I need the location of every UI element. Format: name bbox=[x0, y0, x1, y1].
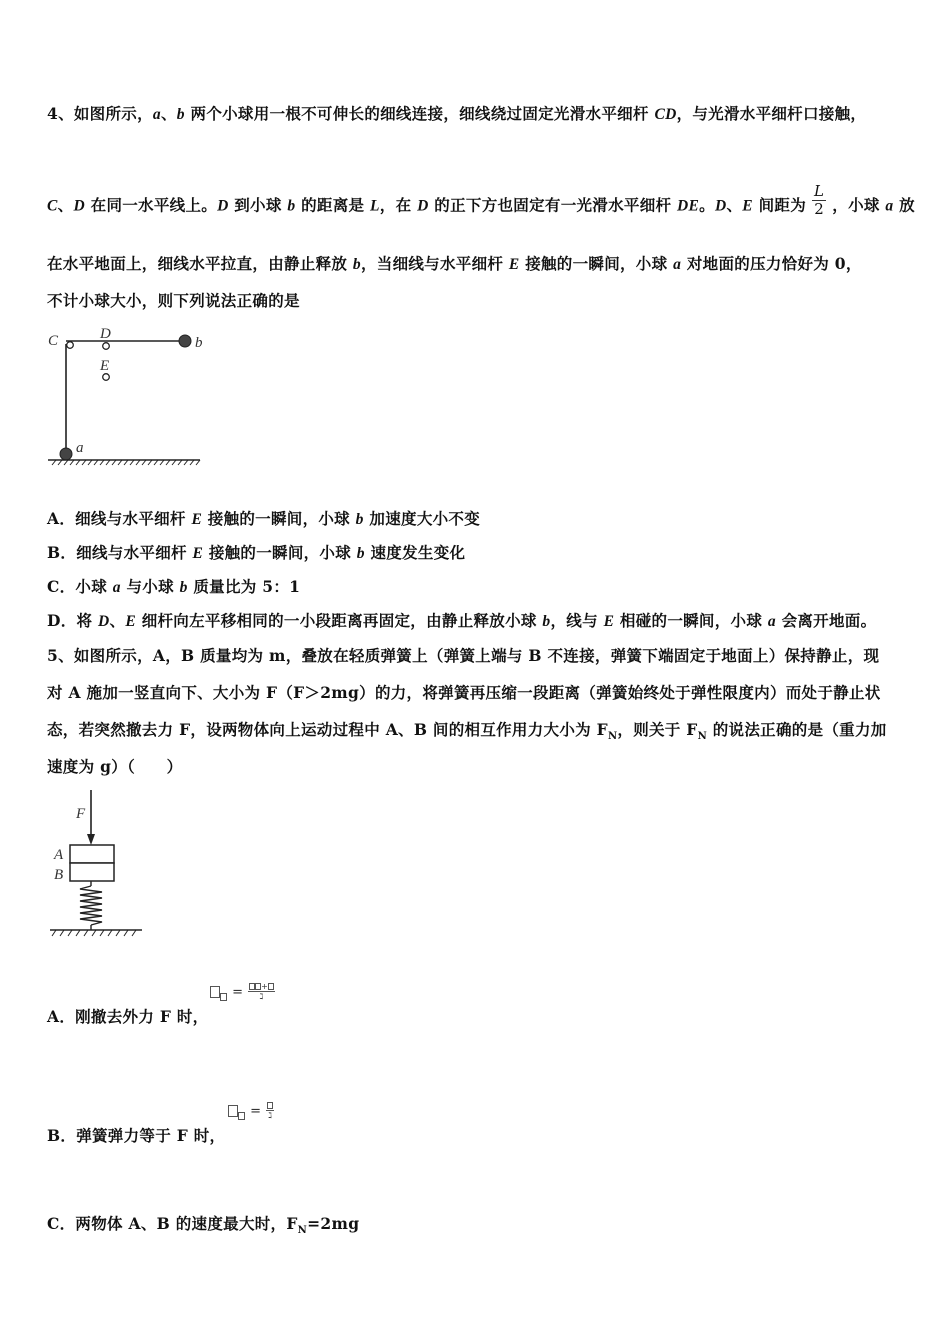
rod-e bbox=[103, 374, 110, 381]
q4-stem-line-2: C、D 在同一水平线上。D 到小球 b 的距离是 L，在 D 的正下方也固定有一光滑水平细杆 DE。D、E 间距为 $\frac{L}{2}$ ，小球 a 放 bbox=[47, 182, 915, 218]
q5-stem-line-3: 态，若突然撤去力 F，设两物体向上运动过程中 A、B 间的相互作用力大小为 $F_N$，则关于 $F_N$ 的说法正确的是（重力加 bbox=[47, 720, 887, 743]
label-d: D bbox=[100, 326, 111, 342]
rod-d bbox=[103, 343, 110, 350]
unrendered-glyph-icon bbox=[267, 1102, 273, 1109]
rod-c bbox=[67, 342, 74, 349]
label-f: F bbox=[76, 806, 86, 822]
q4-pulley-figure bbox=[44, 324, 214, 470]
q4-stem-line-4: 不计小球大小，则下列说法正确的是 bbox=[47, 291, 300, 310]
label-block-b: B bbox=[54, 867, 64, 883]
ball-b bbox=[179, 335, 191, 347]
q5-option-c: C．两物体 A、B 的速度最大时，$F_N=2mg$ bbox=[47, 1214, 360, 1237]
force-arrow-head bbox=[87, 834, 95, 845]
block-b bbox=[70, 863, 114, 881]
block-a bbox=[70, 845, 114, 863]
label-a: a bbox=[76, 440, 84, 456]
q5-option-b-formula: = ℷ bbox=[228, 1100, 274, 1122]
unrendered-glyph-icon bbox=[238, 1112, 245, 1120]
label-e: E bbox=[100, 358, 110, 374]
q4-stem-line-1: 4、如图所示，a、b 两个小球用一根不可伸长的细线连接，细线绕过固定光滑水平细杆 CD，与光滑水平细杆口接触， bbox=[47, 104, 867, 123]
fraction-l-over-2: $\frac{L}{2}$ bbox=[814, 182, 825, 218]
q5-spring-figure bbox=[44, 788, 154, 948]
label-block-a: A bbox=[54, 847, 64, 863]
q5-stem-line-1: 5、如图所示，A，B 质量均为 m，叠放在轻质弹簧上（弹簧上端与 B 不连接，弹簧下端固定于地面上）保持静止，现 bbox=[47, 646, 880, 665]
label-b: b bbox=[195, 335, 203, 351]
q4-option-a: A．细线与水平细杆 E 接触的一瞬间，小球 b 加速度大小不变 bbox=[47, 509, 481, 528]
q4-option-d: D．将 D、E 细杆向左平移相同的一小段距离再固定，由静止释放小球 b，线与 E 相碰的一瞬间，小球 a 会离开地面。 bbox=[47, 611, 877, 630]
q5-option-a: A．刚撤去外力 F 时， bbox=[47, 1007, 209, 1026]
label-c: C bbox=[48, 333, 59, 349]
q5-option-b: B．弹簧弹力等于 F 时， bbox=[47, 1126, 226, 1145]
unrendered-glyph-icon bbox=[210, 986, 220, 998]
ball-a bbox=[60, 448, 72, 460]
q4-option-b: B．细线与水平细杆 E 接触的一瞬间，小球 b 速度发生变化 bbox=[47, 543, 466, 562]
spring bbox=[80, 886, 102, 925]
q4-option-c: C．小球 a 与小球 b 质量比为 5：1 bbox=[47, 577, 301, 596]
q5-stem-line-4: 速度为 g）（ ） bbox=[47, 757, 183, 776]
q5-option-a-formula: = + ℷ bbox=[210, 981, 275, 1003]
q4-stem-line-3: 在水平地面上，细线水平拉直，由静止释放 b，当细线与水平细杆 E 接触的一瞬间，小球 a 对地面的压力恰好为 0， bbox=[47, 254, 862, 273]
q5-stem-line-2: 对 A 施加一竖直向下、大小为 F（F＞2mg）的力，将弹簧再压缩一段距离（弹簧始终处于弹性限度内）而处于静止状 bbox=[47, 683, 881, 702]
unrendered-glyph-icon bbox=[268, 983, 274, 990]
unrendered-glyph-icon bbox=[228, 1105, 238, 1117]
q5-ground-hatching bbox=[52, 930, 136, 936]
unrendered-glyph-icon bbox=[220, 993, 227, 1001]
